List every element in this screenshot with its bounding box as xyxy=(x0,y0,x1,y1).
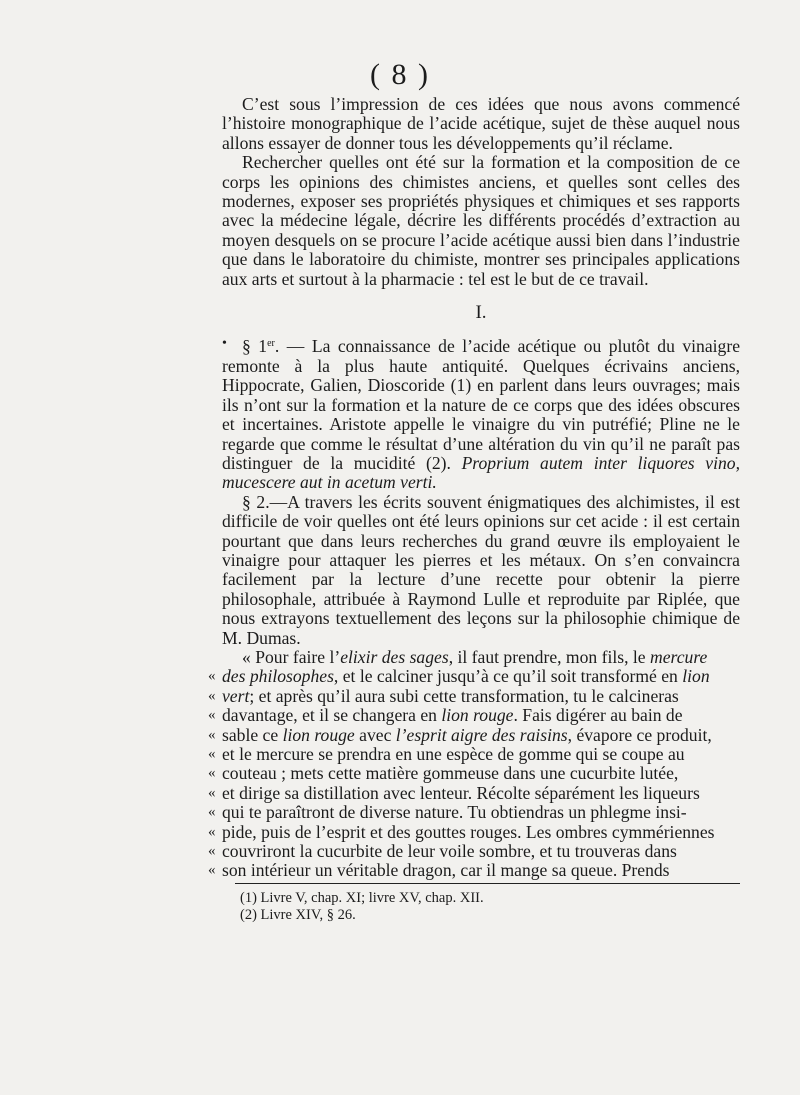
quote-line: « pide, puis de l’esprit et des gouttes rouges. Les ombres cymmériennes xyxy=(208,821,715,842)
paragraph-section-1 xyxy=(222,334,740,492)
intro-paragraph-2: Rechercher quelles ont été sur la formation et la composition de ce corps les opinions des chimistes anciens, et quelles sont celles des modernes, exposer ses propriétés physiques et chimiques et ses rapports avec la médecine légale, décrire les différents procédés d’extraction au moyen desquels on se procure l’acide acétique aussi bien dans l’industrie que dans le laboratoire du chimiste, montrer ses principales applications aux arts et surtout à la pharmacie : tel est le but de ce travail. xyxy=(222,152,740,289)
footnote-1: (1) Livre V, chap. XI; livre XV, chap. XII. xyxy=(240,890,484,906)
quote-line: « son intérieur un véritable dragon, car il mange sa queue. Prends xyxy=(208,860,670,881)
intro-paragraph-1: C’est sous l’impression de ces idées que nous avons commencé l’histoire monographique de l’acide acétique, sujet de thèse auquel nous allons essayer de donner tous les développements qu’il réclame. xyxy=(222,94,740,153)
section-1-sup: er xyxy=(267,338,275,350)
section-1-text: La connaissance de l’acide acétique ou plutôt du vinaigre remonte à la plus haute antiquité. Quelques écrivains anciens, Hippocrate, Galien, Dioscoride (1) en parlent dans leurs ouvrages; mais ils n’ont sur la formation et la nature de ce corps que des idées obscures et incertaines. Aristote appelle le vinaigre du vin putréfié; Pline ne le regarde que comme le résultat d’une altération du vin qu’il ne paraît pas distinguer de la mucidité (2). xyxy=(222,336,740,473)
section-1-label-end: . — xyxy=(274,336,305,357)
paragraph-section-2: § 2.—A travers les écrits souvent énigmatiques des alchimistes, il est difficile de voir quelles ont été leurs opinions sur cet acide : il est certain pourtant que dans leurs recherches du grand œuvre ils employaient le vinaigre pour attaquer les pierres et les métaux. On s’en convaincra facilement par la lecture d’une recette pour obtenir la pierre philosophale, attribuée à Raymond Lulle et reproduite par Riplée, que nous extrayons textuellement des leçons sur la philosophie chimique de M. Dumas. xyxy=(222,491,740,648)
quote-line: « Pour faire l’elixir des sages, il faut prendre, mon fils, le mercure xyxy=(242,646,708,667)
quote-line: « vert; et après qu’il aura subi cette transformation, tu le calcineras xyxy=(208,685,679,706)
quote-line: « des philosophes, et le calciner jusqu’à ce qu’il soit transformé en lion xyxy=(208,666,710,687)
footnote-2: (2) Livre XIV, § 26. xyxy=(240,907,356,923)
bullet-mark: • xyxy=(222,336,227,352)
section-1-label: § 1 xyxy=(242,336,268,357)
footnote-divider xyxy=(235,883,740,884)
quote-line: « et le mercure se prendra en une espèce de gomme qui se coupe au xyxy=(208,744,685,764)
quote-line: « couteau ; mets cette matière gommeuse dans une cucurbite lutée, xyxy=(208,763,679,784)
quote-line: « davantage, et il se changera en lion rouge. Fais digérer au bain de xyxy=(208,705,683,726)
quote-line: « couvriront la cucurbite de leur voile sombre, et tu trouveras dans xyxy=(208,841,677,862)
footnotes xyxy=(240,890,740,924)
quote-line: « sable ce lion rouge avec l’esprit aigre des raisins, évapore ce produit, xyxy=(208,724,712,745)
body-text xyxy=(208,94,740,881)
quote-line: « et dirige sa distillation avec lenteur. Récolte séparément les liqueurs xyxy=(208,782,700,803)
page-number: ( 8 ) xyxy=(370,58,430,91)
section-heading: I. xyxy=(475,302,487,324)
latin-quote: Proprium autem inter liquores vino, mucescere aut in acetum verti. xyxy=(222,452,740,493)
quote-line: « qui te paraîtront de diverse nature. Tu obtiendras un phlegme insi- xyxy=(208,802,687,823)
alchemy-quote xyxy=(208,646,740,881)
